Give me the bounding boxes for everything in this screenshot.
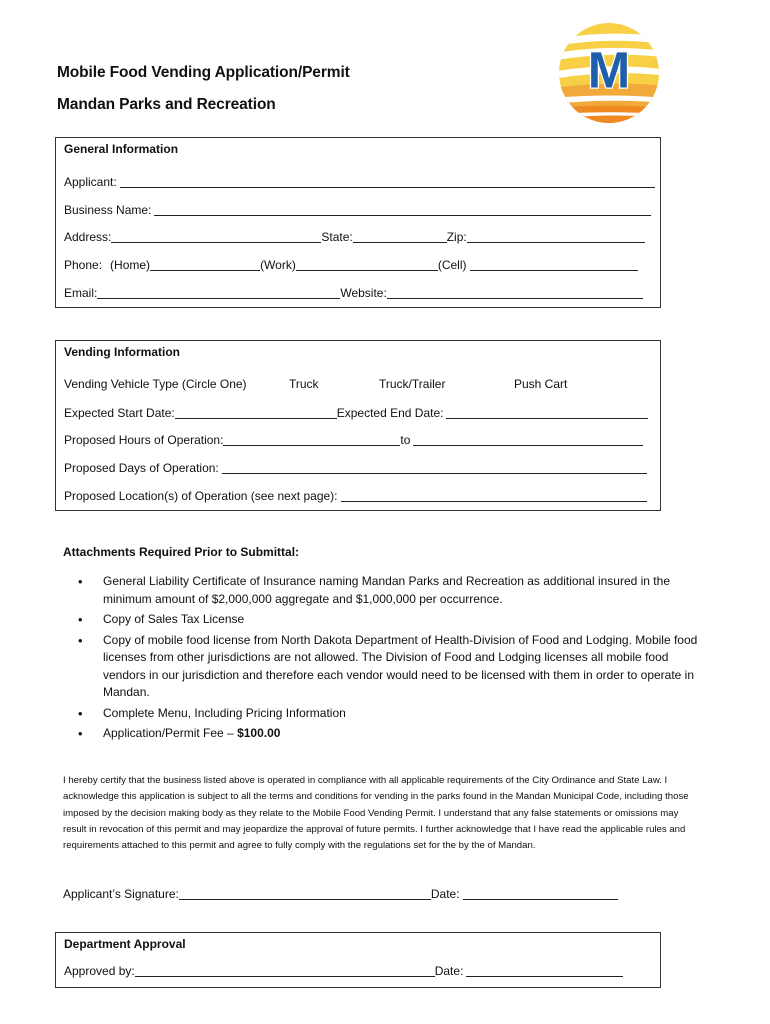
vehicle-option-truck[interactable] — [289, 377, 319, 391]
state-field[interactable] — [353, 229, 447, 243]
approved-by-field[interactable] — [135, 963, 435, 977]
applicant-label: Applicant: — [64, 175, 117, 189]
vehicle-option-push-cart[interactable] — [514, 377, 567, 391]
applicant-row — [64, 174, 655, 189]
list-item: • General Liability Certificate of Insurance naming Mandan Parks and Recreation as additional insured in the minimum amount of $2,000,000 aggregate and $1,000,000 per occurrence. — [78, 573, 708, 608]
list-item: • Complete Menu, Including Pricing Information — [78, 705, 708, 723]
phone-row — [64, 257, 638, 272]
business-name-field[interactable] — [154, 202, 651, 216]
address-field[interactable] — [111, 229, 321, 243]
approval-date-label: Date: — [434, 964, 464, 978]
locations-field[interactable] — [341, 488, 647, 502]
email-row — [64, 285, 643, 300]
phone-cell-field[interactable] — [470, 257, 638, 271]
applicant-field[interactable] — [120, 174, 655, 188]
signature-label: Applicant’s Signature: — [63, 887, 179, 901]
locations-row — [64, 488, 647, 503]
locations-label: Proposed Location(s) of Operation (see next page): — [64, 489, 338, 503]
mandan-logo — [558, 22, 660, 124]
department-approval-heading: Department Approval — [64, 937, 186, 951]
email-field[interactable] — [97, 285, 340, 299]
hours-label: Proposed Hours of Operation: — [64, 433, 224, 447]
approved-by-row — [64, 963, 623, 978]
start-date-field[interactable] — [175, 405, 337, 419]
vehicle-option-truck-trailer-label: Truck/Trailer — [379, 377, 446, 391]
zip-field[interactable] — [467, 229, 645, 243]
form-title: Mobile Food Vending Application/Permit — [57, 64, 350, 81]
email-label: Email: — [64, 286, 98, 300]
list-item: • Copy of Sales Tax License — [78, 611, 708, 629]
hours-to-label: to — [400, 433, 411, 447]
website-field[interactable] — [387, 285, 643, 299]
days-field[interactable] — [222, 460, 647, 474]
fee-label: Application/Permit Fee – — [103, 726, 238, 740]
signature-date-label: Date: — [430, 887, 460, 901]
zip-label: Zip: — [446, 230, 467, 244]
vehicle-option-push-cart-label: Push Cart — [514, 377, 568, 391]
list-item: • Copy of mobile food license from North Dakota Department of Health-Division of Food and Lodging. Mobile food licenses from other jurisdictions are not allowed. The Division of Food and Lodging licenses all mobile food vendors in our jurisdiction and therefore each vendor would need to be licensed with them in order to operate in Mandan. — [78, 632, 708, 702]
vending-information-section — [55, 340, 661, 511]
end-date-label: Expected End Date: — [336, 406, 444, 420]
vehicle-type-row — [64, 377, 247, 391]
department-approval-section — [55, 932, 661, 988]
fee-amount: $100.00 — [237, 726, 281, 740]
attachments-heading: Attachments Required Prior to Submittal: — [63, 545, 300, 559]
website-label: Website: — [340, 286, 387, 300]
phone-work-field[interactable] — [296, 257, 438, 271]
vehicle-option-truck-label: Truck — [289, 377, 319, 391]
form-subtitle: Mandan Parks and Recreation — [57, 96, 276, 113]
approval-date-field[interactable] — [466, 963, 623, 977]
vehicle-type-label: Vending Vehicle Type (Circle One) — [64, 377, 247, 391]
phone-work-label: (Work) — [260, 258, 296, 272]
general-information-heading: General Information — [64, 142, 179, 156]
phone-label: Phone: — [64, 258, 103, 272]
state-label: State: — [321, 230, 353, 244]
hours-from-field[interactable] — [223, 432, 400, 446]
business-name-label: Business Name: — [64, 203, 152, 217]
phone-home-field[interactable] — [150, 257, 260, 271]
days-label: Proposed Days of Operation: — [64, 461, 219, 475]
signature-date-field[interactable] — [463, 886, 618, 900]
hours-to-field[interactable] — [413, 432, 643, 446]
logo-letter: M — [587, 41, 631, 99]
vehicle-option-truck-trailer[interactable] — [379, 377, 445, 391]
phone-cell-label: (Cell) — [437, 258, 467, 272]
end-date-field[interactable] — [446, 405, 648, 419]
hours-row — [64, 432, 643, 447]
address-row — [64, 229, 645, 244]
certification-text: I hereby certify that the business listed above is operated in compliance with all applicable requirements of the City Ordinance and State Law. I acknowledge this application is subject to all the terms and conditions for vending in the parks found in the Mandan Municipal Code, including those imposed by the decision making body as they relate to the Mobile Food Vending Permit. I understand that any false statements or omissions may result in revocation of this permit and may jeopardize the approval of future permits. I further acknowledge that I have read the applicable rules and requirements attached to this permit and agree to fully comply with the regulations set for the by the of Mandan. — [63, 775, 689, 852]
start-date-label: Expected Start Date: — [64, 406, 175, 420]
signature-row — [63, 886, 618, 901]
business-name-row — [64, 202, 651, 217]
days-row — [64, 460, 647, 475]
attachments-list — [78, 573, 708, 746]
vending-information-heading: Vending Information — [64, 345, 180, 359]
general-information-section — [55, 137, 661, 308]
list-item — [78, 725, 708, 743]
signature-field[interactable] — [179, 886, 431, 900]
dates-row — [64, 405, 648, 420]
approved-by-label: Approved by: — [64, 964, 135, 978]
phone-home-label: (Home) — [110, 258, 151, 272]
address-label: Address: — [64, 230, 112, 244]
